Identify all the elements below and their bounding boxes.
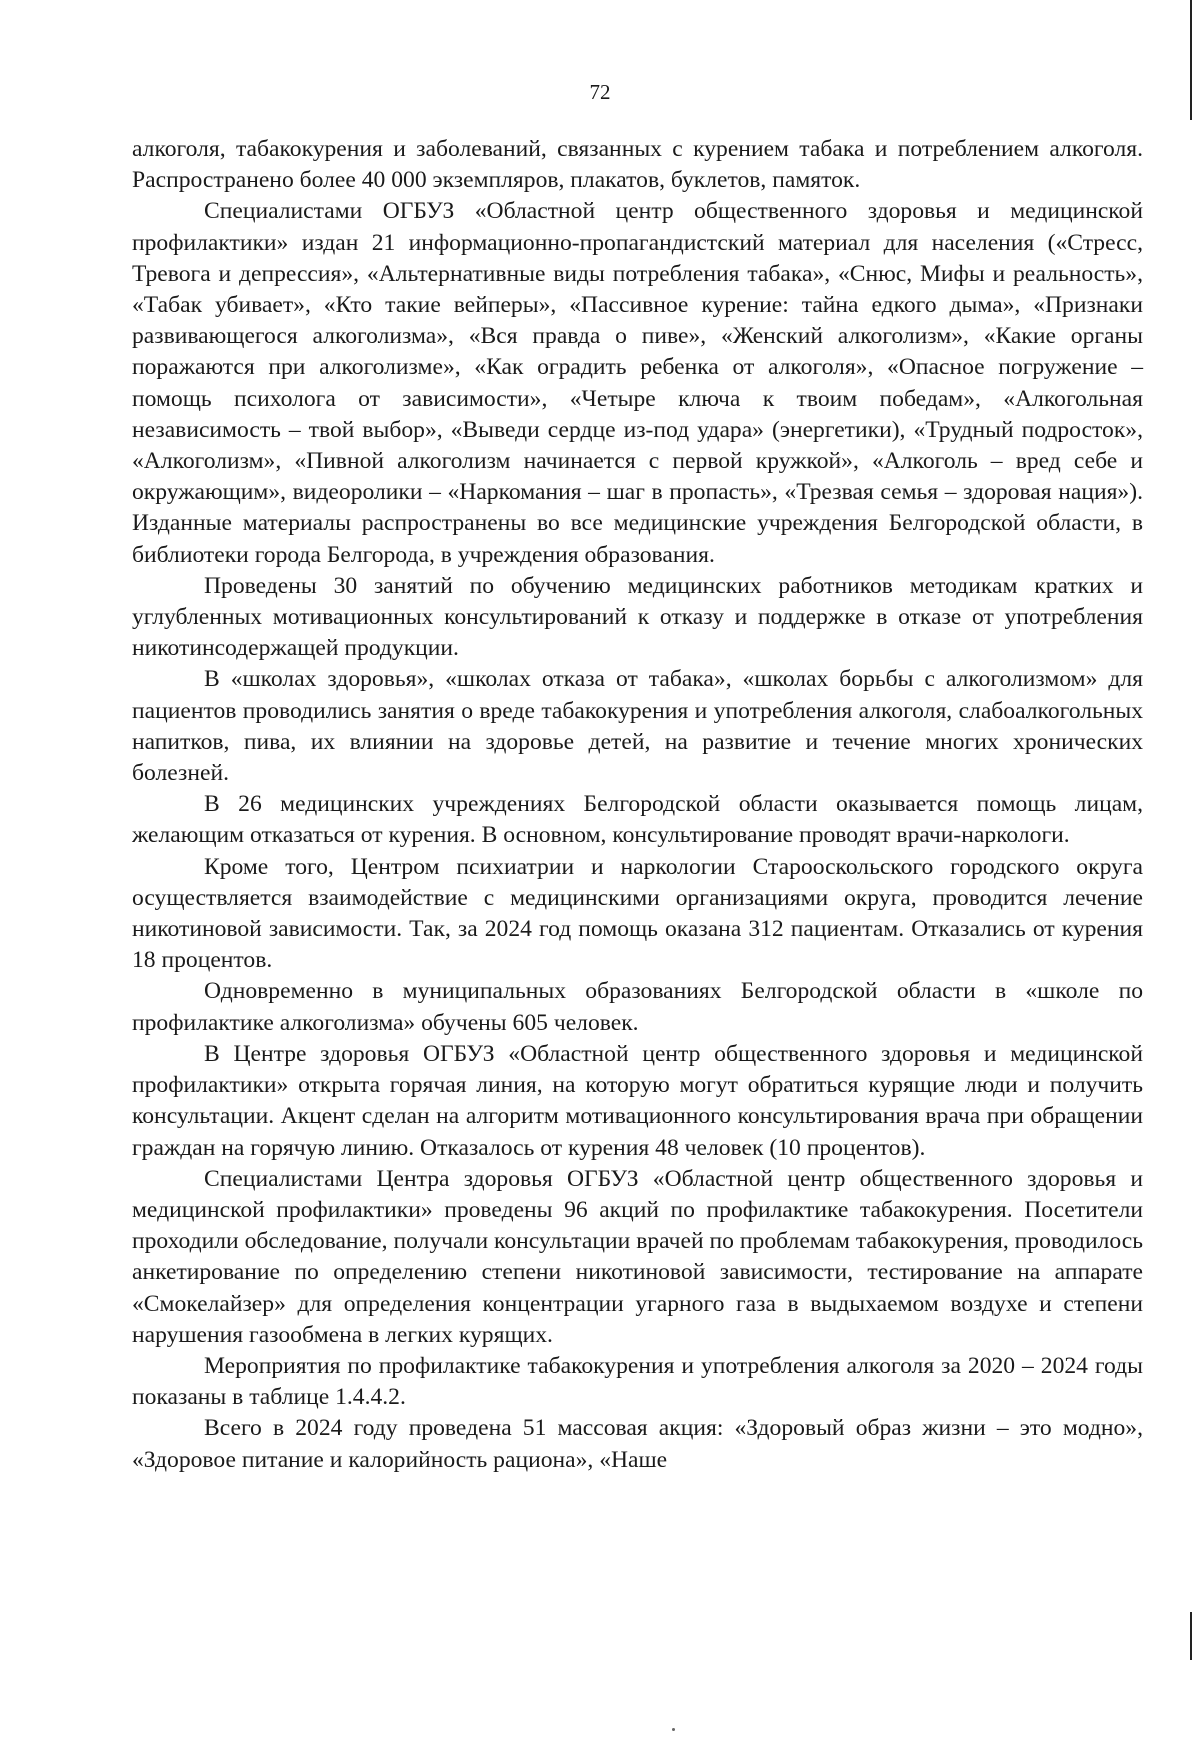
paragraph-7: Одновременно в муниципальных образованиях Белгородской области в «школе по профилактике алкоголизма» обучены 605 человек. (132, 978, 1143, 1036)
paragraph-9: Специалистами Центра здоровья ОГБУЗ «Областной центр общественного здоровья и медицинской профилактики» проведены 96 акций по профилактике табакокурения. Посетители проходили обследование, получали консультации врачей по проблемам табакокурения, проводилось анкетирование по определению степени никотиновой зависимости, тестирование на аппарате «Смокелайзер» для определения концентрации угарного газа в выдыхаемом воздухе и степени нарушения газообмена в легких курящих. (132, 1165, 1143, 1348)
paragraph-3: Проведены 30 занятий по обучению медицинских работников методикам кратких и углубленных мотивационных консультирований к отказу и поддержке в отказе от употребления никотинсодержащей продукции. (132, 572, 1143, 662)
paragraph-8: В Центре здоровья ОГБУЗ «Областной центр общественного здоровья и медицинской профилактики» открыта горячая линия, на которую могут обратиться курящие люди и получить консультации. Акцент сделан на алгоритм мотивационного консультирования врача при обращении граждан на горячую линию. Отказалось от курения 48 человек (10 процентов). (132, 1040, 1143, 1161)
paragraph-4: В «школах здоровья», «школах отказа от табака», «школах борьбы с алкоголизмом» для пациентов проводились занятия о вреде табакокурения и употребления алкоголя, слабоалкогольных напитков, пива, их влиянии на здоровье детей, на развитие и течение многих хронических болезней. (132, 666, 1143, 787)
scan-edge-line-bottom (1190, 1612, 1192, 1660)
paragraph-2: Специалистами ОГБУЗ «Областной центр общественного здоровья и медицинской профилактики» издан 21 информационно-пропагандистский материал для населения («Стресс, Тревога и депрессия», «Альтернативные виды потребления табака», «Снюс, Мифы и реальность», «Табак убивает», «Кто такие вейперы», «Пассивное курение: тайна едкого дыма», «Признаки развивающегося алкоголизма», «Вся правда о пиве», «Женский алкоголизм», «Какие органы поражаются при алкоголизме», «Как оградить ребенка от алкоголя», «Опасное погружение – помощь психолога от зависимости», «Четыре ключа к твоим победам», «Алкогольная независимость – твой выбор», «Выведи сердце из-под удара» (энергетики), «Трудный подросток», «Алкоголизм», «Пивной алкоголизм начинается с первой кружкой», «Алкоголь – вред себе и окружающим», видеоролики – «Наркомания – шаг в пропасть», «Трезвая семья – здоровая нация»). Изданные материалы распространены во все медицинские учреждения Белгородской области, в библиотеки города Белгорода, в учреждения образования. (132, 198, 1143, 568)
paragraph-5: В 26 медицинских учреждениях Белгородской области оказывается помощь лицам, желающим отказаться от курения. В основном, консультирование проводят врачи-наркологи. (132, 791, 1143, 849)
paragraph-6: Кроме того, Центром психиатрии и наркологии Старооскольского городского округа осуществляется взаимодействие с медицинскими организациями округа, проводится лечение никотиновой зависимости. Так, за 2024 год помощь оказана 312 пациентам. Отказались от курения 18 процентов. (132, 853, 1143, 974)
scan-speck (672, 1728, 675, 1731)
page-number: 72 (589, 80, 611, 104)
paragraph-1: алкоголя, табакокурения и заболеваний, связанных с курением табака и потреблением алкоголя. Распространено более 40 000 экземпляров, плакатов, буклетов, памяток. (132, 136, 1143, 194)
document-body (132, 134, 1143, 1476)
scan-edge-line-top (1190, 0, 1192, 120)
paragraph-10: Мероприятия по профилактике табакокурения и употребления алкоголя за 2020 – 2024 годы показаны в таблице 1.4.4.2. (132, 1352, 1143, 1411)
paragraph-11: Всего в 2024 году проведена 51 массовая акция: «Здоровый образ жизни – это модно», «Здоровое питание и калорийность рациона», «Наше (132, 1415, 1143, 1473)
